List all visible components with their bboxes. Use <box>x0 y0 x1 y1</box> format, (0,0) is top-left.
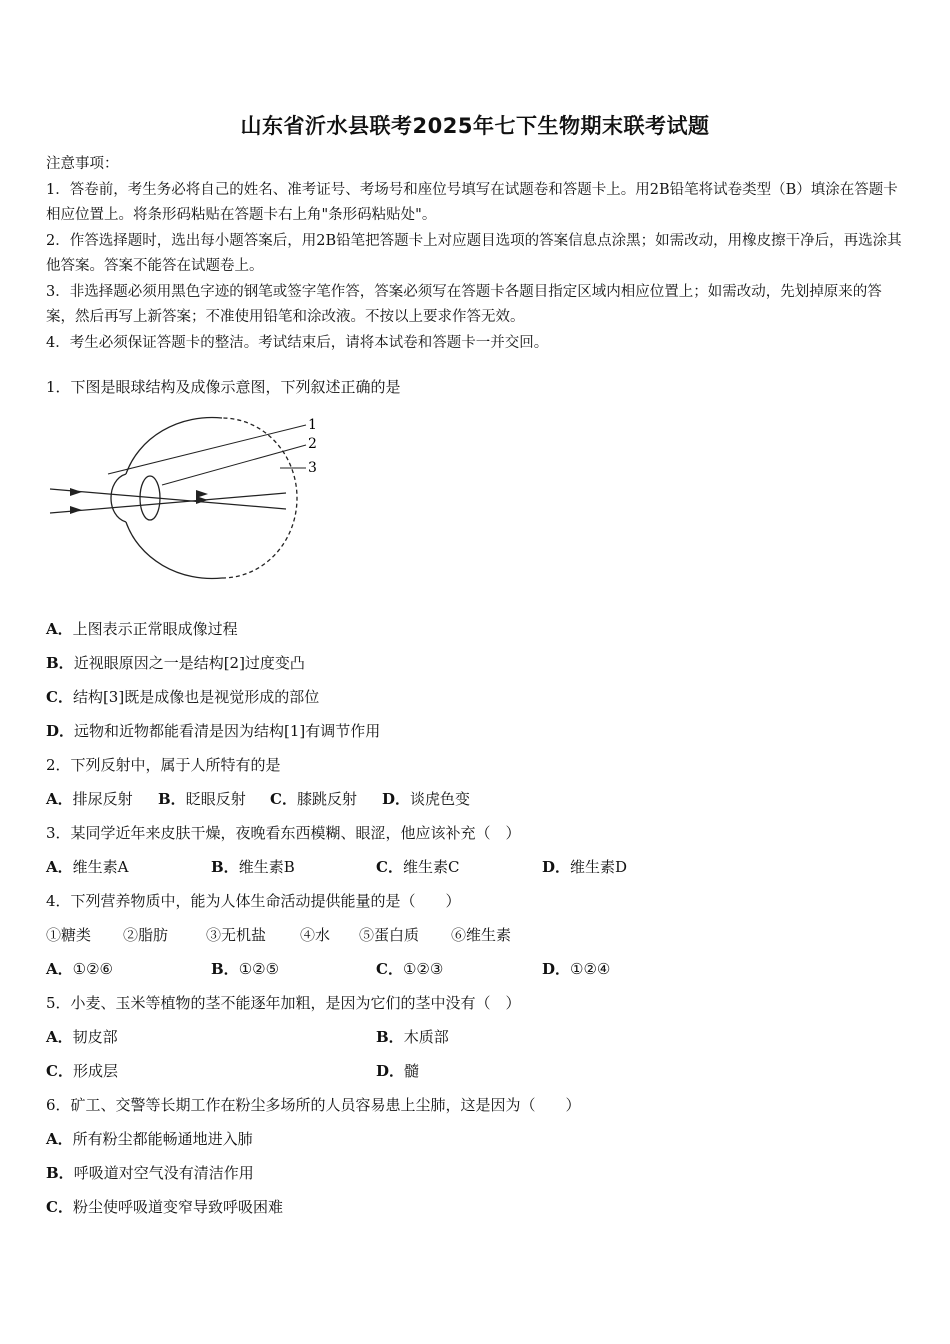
q3-option-a[interactable]: A．维生素A <box>46 858 129 876</box>
q4-item: ⑤蛋白质 <box>359 926 420 944</box>
q6-option-b[interactable]: B．呼吸道对空气没有清洁作用 <box>46 1164 254 1182</box>
q4-stem: 4．下列营养物质中，能为人体生命活动提供能量的是（ ） <box>46 892 461 910</box>
q2-option-d[interactable]: D．谈虎色变 <box>382 790 471 808</box>
q4-option-d[interactable]: D．①②④ <box>542 960 611 978</box>
q5-option-c[interactable]: C．形成层 <box>46 1062 118 1080</box>
q2-stem: 2．下列反射中，属于人所特有的是 <box>46 756 281 774</box>
q5-stem: 5．小麦、玉米等植物的茎不能逐年加粗，是因为它们的茎中没有（ ） <box>46 994 521 1012</box>
q1-option-c[interactable]: C．结构[3]既是成像也是视觉形成的部位 <box>46 688 320 706</box>
q3-option-c[interactable]: C．维生素C <box>376 858 460 876</box>
q1-option-d[interactable]: D．远物和近物都能看清是因为结构[1]有调节作用 <box>46 722 381 740</box>
q4-item: ①糖类 <box>46 926 92 944</box>
q4-option-c[interactable]: C．①②③ <box>376 960 444 978</box>
q6-option-c[interactable]: C．粉尘使呼吸道变窄导致呼吸困难 <box>46 1198 283 1216</box>
figure-label-2: 2 <box>308 436 317 452</box>
q4-option-b[interactable]: B．①②⑤ <box>211 960 280 978</box>
note-item: 2．作答选择题时，选出每小题答案后，用2B铅笔把答题卡上对应题目选项的答案信息点涂黑；如需改动，用橡皮擦干净后，再选涂其他答案。答案不能答在试题卷上。 <box>46 232 902 274</box>
q6-option-a[interactable]: A．所有粉尘都能畅通地进入肺 <box>46 1130 253 1148</box>
q1-option-b[interactable]: B．近视眼原因之一是结构[2]过度变凸 <box>46 654 305 672</box>
figure-label-1: 1 <box>308 417 317 433</box>
q4-item: ⑥维生素 <box>451 926 512 944</box>
q3-option-b[interactable]: B．维生素B <box>211 858 295 876</box>
page-title: 山东省沂水县联考2025年七下生物期末联考试题 <box>240 114 710 138</box>
q4-item: ④水 <box>300 926 331 944</box>
notes-section <box>46 152 908 356</box>
q2-option-c[interactable]: C．膝跳反射 <box>270 790 357 808</box>
q5-option-d[interactable]: D．髓 <box>376 1062 420 1080</box>
q1-stem: 1．下图是眼球结构及成像示意图，下列叙述正确的是 <box>46 378 401 396</box>
notes-heading: 注意事项： <box>46 156 119 172</box>
q4-item: ③无机盐 <box>206 926 267 944</box>
eyeball-diagram <box>46 408 336 588</box>
q2-option-a[interactable]: A．排尿反射 <box>46 790 133 808</box>
q3-option-d[interactable]: D．维生素D <box>542 858 628 876</box>
q4-item: ②脂肪 <box>123 926 169 944</box>
q1-option-a[interactable]: A．上图表示正常眼成像过程 <box>46 620 238 638</box>
note-item: 4．考生必须保证答题卡的整洁。考试结束后，请将本试卷和答题卡一并交回。 <box>46 334 549 351</box>
note-item: 3．非选择题必须用黑色字迹的钢笔或签字笔作答，答案必须写在答题卡各题目指定区域内相应位置上；如需改动，先划掉原来的答案，然后再写上新答案；不准使用铅笔和涂改液。不按以上要求作答无效。 <box>46 283 882 325</box>
q2-option-b[interactable]: B．眨眼反射 <box>158 790 246 808</box>
q5-option-a[interactable]: A．韧皮部 <box>46 1028 118 1046</box>
q6-stem: 6．矿工、交警等长期工作在粉尘多场所的人员容易患上尘肺，这是因为（ ） <box>46 1096 581 1114</box>
note-item: 1．答卷前，考生务必将自己的姓名、准考证号、考场号和座位号填写在试题卷和答题卡上。用2B铅笔将试卷类型（B）填涂在答题卡相应位置上。将条形码粘贴在答题卡右上角"条形码粘贴处"。 <box>46 181 898 223</box>
q4-option-a[interactable]: A．①②⑥ <box>46 960 113 978</box>
q3-stem: 3．某同学近年来皮肤干燥，夜晚看东西模糊、眼涩，他应该补充（ ） <box>46 824 521 842</box>
q5-option-b[interactable]: B．木质部 <box>376 1028 449 1046</box>
figure-label-3: 3 <box>308 460 317 476</box>
